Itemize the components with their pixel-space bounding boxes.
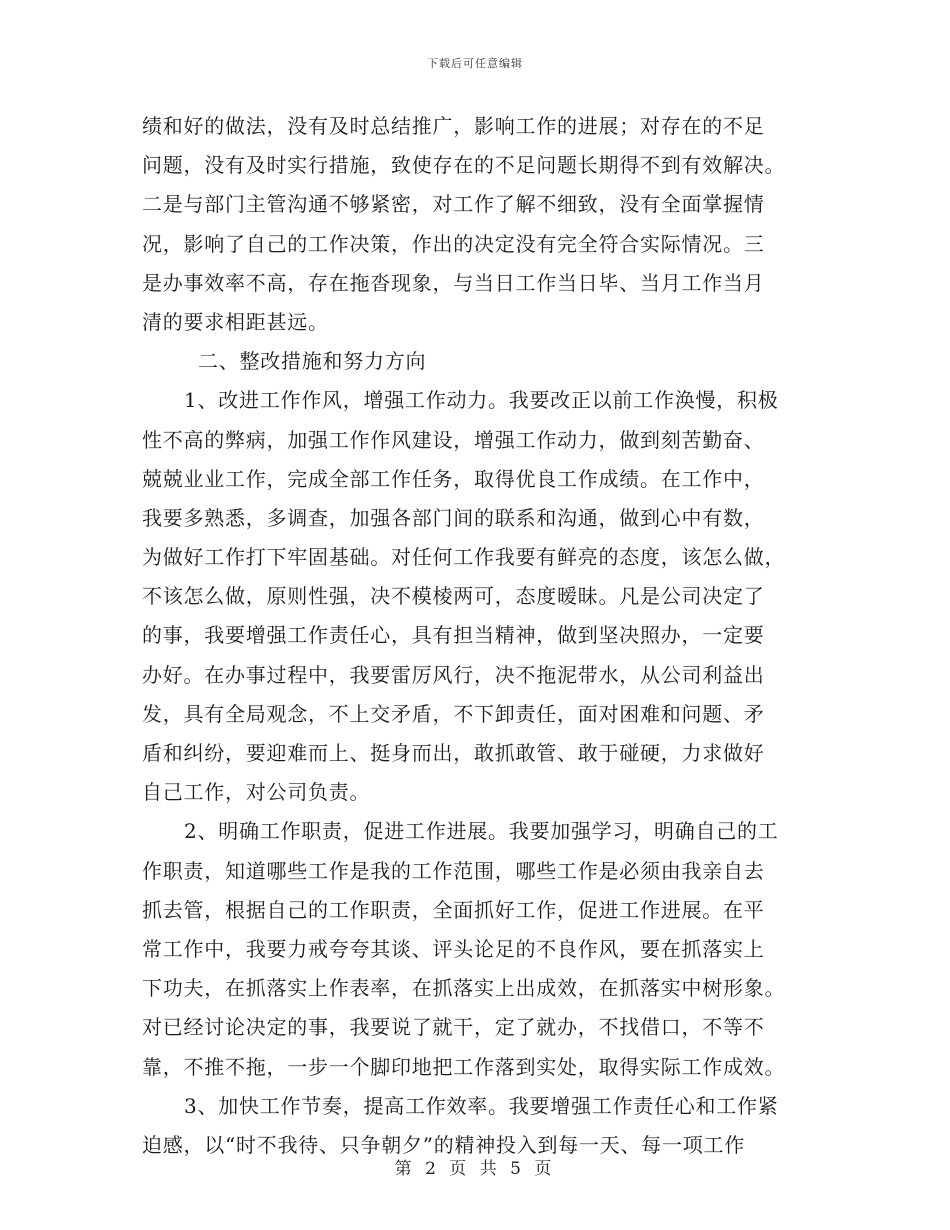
text-line: 作职责，知道哪些工作是我的工作范围，哪些工作是必须由我亲自去 [142, 858, 765, 883]
text-line: 二是与部门主管沟通不够紧密，对工作了解不细致，没有全面掌握情 [142, 192, 765, 217]
page-number-footer: 第 2 页 共 5 页 [394, 1159, 556, 1179]
text-line: 性不高的弊病，加强工作作风建设，增强工作动力，做到刻苦勤奋、 [142, 427, 765, 452]
text-line: 靠，不推不拖，一步一个脚印地把工作落到实处，取得实际工作成效。 [142, 1054, 786, 1079]
text-line: 下功夫，在抓落实上作表率，在抓落实上出成效，在抓落实中树形象。 [142, 976, 786, 1001]
page-header: 下载后可任意编辑 [427, 57, 523, 70]
text-line: 自己工作，对公司负责。 [142, 780, 371, 805]
text-line: 常工作中，我要力戒夸夸其谈、评头论足的不良作风，要在抓落实上 [142, 936, 765, 961]
text-line: 的事，我要增强工作责任心，具有担当精神，做到坚决照办，一定要 [142, 623, 765, 648]
text-line: 况，影响了自己的工作决策，作出的决定没有完全符合实际情况。三 [142, 231, 765, 256]
text-line: 办好。在办事过程中，我要雷厉风行，决不拖泥带水，从公司利益出 [142, 662, 765, 687]
text-line: 问题，没有及时实行措施，致使存在的不足问题长期得不到有效解决。 [142, 153, 786, 178]
text-line: 不该怎么做，原则性强，决不模棱两可，态度暧昧。凡是公司决定了 [142, 584, 765, 609]
text-line: 盾和纠纷，要迎难而上、挺身而出，敢抓敢管、敢于碰硬，力求做好 [142, 741, 765, 765]
text-line: 3、加快工作节奏，提高工作效率。我要增强工作责任心和工作紧 [184, 1093, 779, 1118]
text-line: 2、明确工作职责，促进工作进展。我要加强学习，明确自己的工 [184, 819, 779, 844]
text-line: 兢兢业业工作，完成全部工作任务，取得优良工作成绩。在工作中， [142, 466, 765, 491]
text-line: 迫感，以“时不我待、只争朝夕”的精神投入到每一天、每一项工作 [142, 1132, 745, 1157]
text-line: 为做好工作打下牢固基础。对任何工作我要有鲜亮的态度，该怎么做， [142, 545, 786, 570]
text-line: 对已经讨论决定的事，我要说了就干，定了就办，不找借口，不等不 [142, 1015, 765, 1040]
text-line: 绩和好的做法，没有及时总结推广，影响工作的进展；对存在的不足 [142, 114, 765, 138]
text-line: 抓去管，根据自己的工作职责，全面抓好工作，促进工作进展。在平 [142, 897, 765, 922]
document-body [142, 107, 810, 1165]
text-line: 我要多熟悉，多调查，加强各部门间的联系和沟通，做到心中有数， [142, 505, 765, 530]
section-heading: 二、整改措施和努力方向 [198, 349, 427, 374]
text-line: 发，具有全局观念，不上交矛盾，不下卸责任，面对困难和问题、矛 [142, 701, 765, 726]
text-line: 清的要求相距甚远。 [142, 309, 329, 334]
text-line: 1、改进工作作风，增强工作动力。我要改正以前工作涣慢，积极 [184, 388, 779, 413]
text-line: 是办事效率不高，存在拖沓现象，与当日工作当日毕、当月工作当月 [142, 270, 765, 295]
